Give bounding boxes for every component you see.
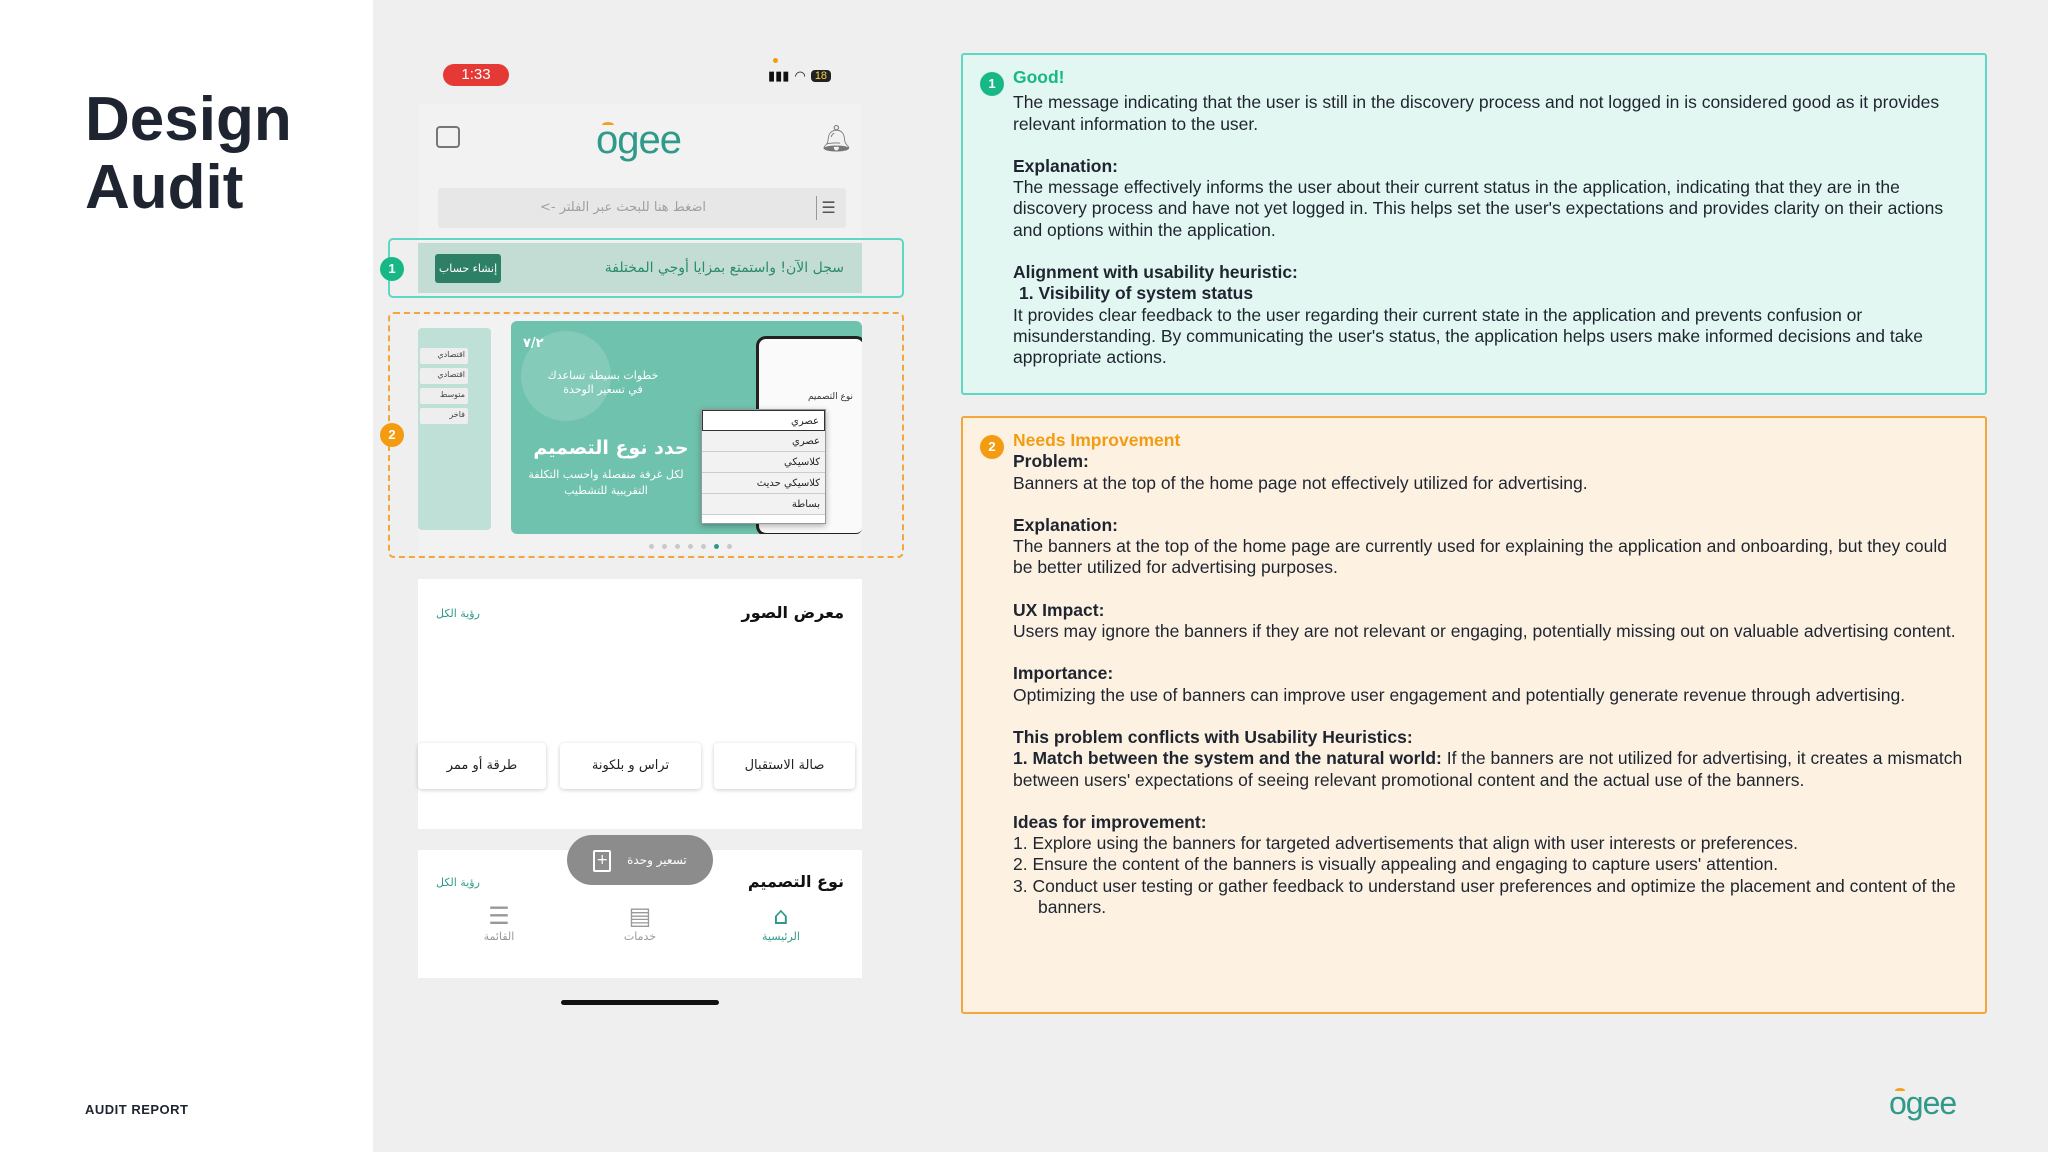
- add-document-icon: +: [593, 850, 611, 872]
- slide-counter: ٧/٢: [523, 336, 544, 351]
- impact-text: Users may ignore the banners if they are not relevant or engaging, potentially missing out on valuable advertising content.: [1013, 621, 1956, 642]
- nav-label: القائمة: [483, 930, 515, 943]
- mini-list-item: فاخر: [420, 408, 468, 424]
- good-heuristic: 1. Visibility of system status: [1019, 283, 1254, 304]
- good-panel: [961, 53, 1987, 395]
- highlight-box-improvement: [388, 312, 904, 558]
- wifi-icon: ◠: [794, 68, 806, 83]
- improvement-heading: Needs Improvement: [1013, 430, 1181, 450]
- good-alignment-label: Alignment with usability heuristic:: [1013, 262, 1298, 283]
- logo-accent: [602, 122, 614, 128]
- mini-list-item: اقتصادي: [420, 348, 468, 364]
- ideas-label: Ideas for improvement:: [1013, 811, 1207, 832]
- battery-icon: 18: [811, 70, 831, 82]
- badge-2-panel: 2: [980, 435, 1004, 459]
- signup-button[interactable]: إنشاء حساب: [435, 254, 501, 283]
- home-indicator: [561, 1000, 719, 1005]
- explanation-label: Explanation:: [1013, 514, 1119, 535]
- slide-subtitle: خطوات بسيطة تساعدك في تسعير الوحدة: [547, 369, 659, 396]
- services-icon: ▤: [628, 902, 652, 930]
- dropdown-option: عصري: [702, 410, 825, 431]
- nav-label: الرئيسية: [762, 930, 800, 943]
- problem-text: Banners at the top of the home page not effectively utilized for advertising.: [1013, 472, 1588, 493]
- gallery-chip[interactable]: صالة الاستقبال: [714, 743, 855, 789]
- fab-label: تسعير وحدة: [627, 853, 687, 867]
- footer-label: AUDIT REPORT: [85, 1102, 189, 1117]
- problem-label: Problem:: [1013, 451, 1089, 472]
- menu-icon: ☰: [488, 902, 510, 930]
- conflict-text: If the banners are not utilized for advertising, it creates a mismatch between users' expectations of seeing relevant promotional content and the actual use of the banners.: [1013, 748, 1963, 790]
- mock-label: نوع التصميم: [807, 392, 853, 402]
- importance-text: Optimizing the use of banners can improve user engagement and potentially generate revenue through advertising.: [1013, 684, 1906, 705]
- dropdown-option: كلاسيكي: [702, 452, 825, 473]
- mini-list-item: اقتصادي: [420, 368, 468, 384]
- home-icon: ⌂: [773, 902, 789, 930]
- chat-icon[interactable]: [436, 126, 460, 148]
- good-heuristic-text: It provides clear feedback to the user regarding their current state in the application and prevents confusion or misunderstanding. By communicating the user's status, the application helps users make informed decisions and take appropriate actions.: [1013, 304, 1923, 368]
- page-title: [85, 86, 292, 222]
- left-column: [0, 0, 373, 1152]
- badge-1-panel: 1: [980, 72, 1004, 96]
- highlight-box-good: [388, 238, 904, 298]
- search-bar[interactable]: [438, 188, 846, 228]
- signal-icon: ▮▮▮: [768, 68, 790, 83]
- status-icons: [768, 68, 831, 84]
- title-line-1: Design: [85, 85, 292, 154]
- nav-item-services[interactable]: [595, 902, 685, 943]
- idea-item: 2. Ensure the content of the banners is visually appealing and engaging to capture users' attention.: [1013, 854, 1779, 875]
- login-banner-text: سجل الآن! واستمتع بمزايا أوجي المختلفة: [604, 260, 844, 276]
- good-explanation: The message effectively informs the user about their current status in the application, indicating that they are in the discovery process and have not yet logged in. This helps set the user's expectations and provides clarity on their actions and options within the application.: [1013, 177, 1944, 240]
- gallery-title: معرض الصور: [741, 603, 844, 622]
- dropdown-option: عصري: [702, 431, 825, 452]
- idea-item: 1. Explore using the banners for targeted advertisements that align with user interests or preferences.: [1013, 833, 1799, 854]
- explanation-text: The banners at the top of the home page are currently used for explaining the application and onboarding, but they could be better utilized for advertising purposes.: [1013, 536, 1947, 578]
- nav-label: خدمات: [623, 930, 657, 943]
- gallery-chip[interactable]: طرقة أو ممر: [418, 743, 546, 789]
- badge-2: 2: [380, 423, 404, 447]
- filter-icon[interactable]: ☰: [816, 196, 840, 220]
- impact-label: UX Impact:: [1013, 599, 1105, 620]
- brand-logo-accent: [1895, 1088, 1905, 1093]
- good-intro: The message indicating that the user is still in the discovery process and not logged in is considered good as it provides relevant information to the user.: [1013, 92, 1940, 134]
- nav-item-home[interactable]: [736, 902, 826, 943]
- design-type-view-all-link[interactable]: رؤية الكل: [436, 876, 480, 889]
- good-heading: Good!: [1013, 67, 1065, 87]
- mini-list-item: متوسط: [420, 388, 468, 404]
- title-line-2: Audit: [85, 153, 244, 222]
- gallery-view-all-link[interactable]: رؤية الكل: [436, 607, 480, 620]
- idea-item: 3. Conduct user testing or gather feedback to understand user preferences and optimize the placement and content of the banners.: [1013, 875, 1956, 918]
- gallery-section: [418, 579, 862, 829]
- improvement-panel: [961, 416, 1987, 1014]
- app-logo: ogee: [596, 118, 681, 162]
- brand-logo: ogee: [1889, 1085, 1957, 1121]
- dropdown-option: بساطة: [702, 494, 825, 515]
- pricing-fab-button[interactable]: [567, 835, 713, 885]
- importance-label: Importance:: [1013, 663, 1114, 684]
- dropdown-option: كلاسيكي حديث: [702, 473, 825, 494]
- nav-item-menu[interactable]: [454, 902, 544, 943]
- slide-description: لكل غرفة منفصلة واحسب التكلفة التقريبية للتشطيب: [528, 468, 684, 497]
- badge-1: 1: [380, 257, 404, 281]
- good-explanation-label: Explanation:: [1013, 155, 1119, 176]
- privacy-dot: [773, 58, 778, 63]
- conflict-heuristic: 1. Match between the system and the natural world:: [1013, 748, 1442, 769]
- slide-title: حدد نوع التصميم: [533, 437, 689, 459]
- status-time: 1:33: [443, 64, 509, 86]
- gallery-chip[interactable]: تراس و بلكونة: [560, 743, 701, 789]
- conflict-label: This problem conflicts with Usability Heuristics:: [1013, 726, 1413, 747]
- design-type-title: نوع التصميم: [747, 872, 844, 891]
- bell-icon[interactable]: 🔔︎: [820, 124, 854, 154]
- search-placeholder: اضغط هنا للبحث عبر الفلتر ->: [540, 200, 706, 215]
